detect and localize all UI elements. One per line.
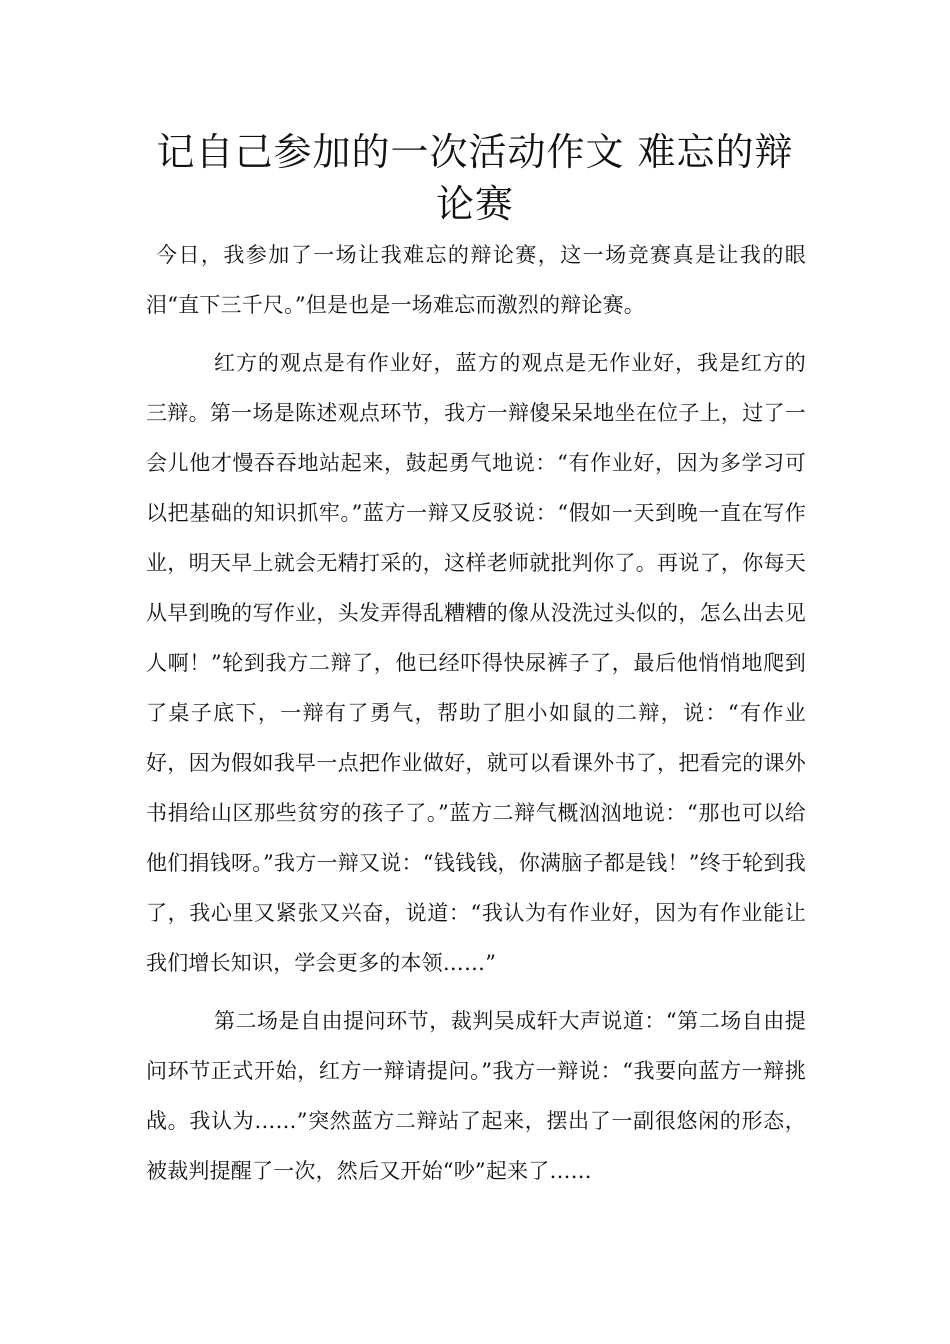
paragraph-first-round: 红方的观点是有作业好，蓝方的观点是无作业好，我是红方的三辩。第一场是陈述观点环节，我方一辩傻呆呆地坐在位子上，过了一会儿他才慢吞吞地站起来，鼓起勇气地说：“有作业好，因为多学习可以把基础的知识抓牢。”蓝方一辩又反驳说：“假如一天到晚一直在写作业，明天早上就会无精打采的，这样老师就批判你了。再说了，你每天从早到晚的写作业，头发弄得乱糟糟的像从没洗过头似的，怎么出去见人啊！”轮到我方二辩了，他已经吓得快尿裤子了，最后他悄悄地爬到了桌子底下，一辩有了勇气，帮助了胆小如鼠的二辩，说：“有作业好，因为假如我早一点把作业做好，就可以看课外书了，把看完的课外书捐给山区那些贫穷的孩子了。”蓝方二辩气概汹汹地说：“那也可以给他们捐钱呀。”我方一辩又说：“钱钱钱，你满脑子都是钱！”终于轮到我了，我心里又紧张又兴奋，说道：“我认为有作业好，因为有作业能让我们增长知识，学会更多的本领……” bbox=[146, 351, 806, 975]
paragraph-intro: 今日，我参加了一场让我难忘的辩论赛，这一场竞赛真是让我的眼泪“直下三千尺。”但是也是一场难忘而激烈的辩论赛。 bbox=[146, 243, 806, 317]
paragraph-second-round: 第二场是自由提问环节，裁判吴成轩大声说道：“第二场自由提问环节正式开始，红方一辩请提问。”我方一辩说：“我要向蓝方一辩挑战。我认为……”突然蓝方二辩站了起来，摆出了一副很悠闲的形态，被裁判提醒了一次，然后又开始“吵”起来了…… bbox=[146, 1009, 806, 1183]
document-body bbox=[146, 230, 806, 1196]
document-title: 记自己参加的一次活动作文 难忘的辩论赛 bbox=[156, 130, 794, 226]
